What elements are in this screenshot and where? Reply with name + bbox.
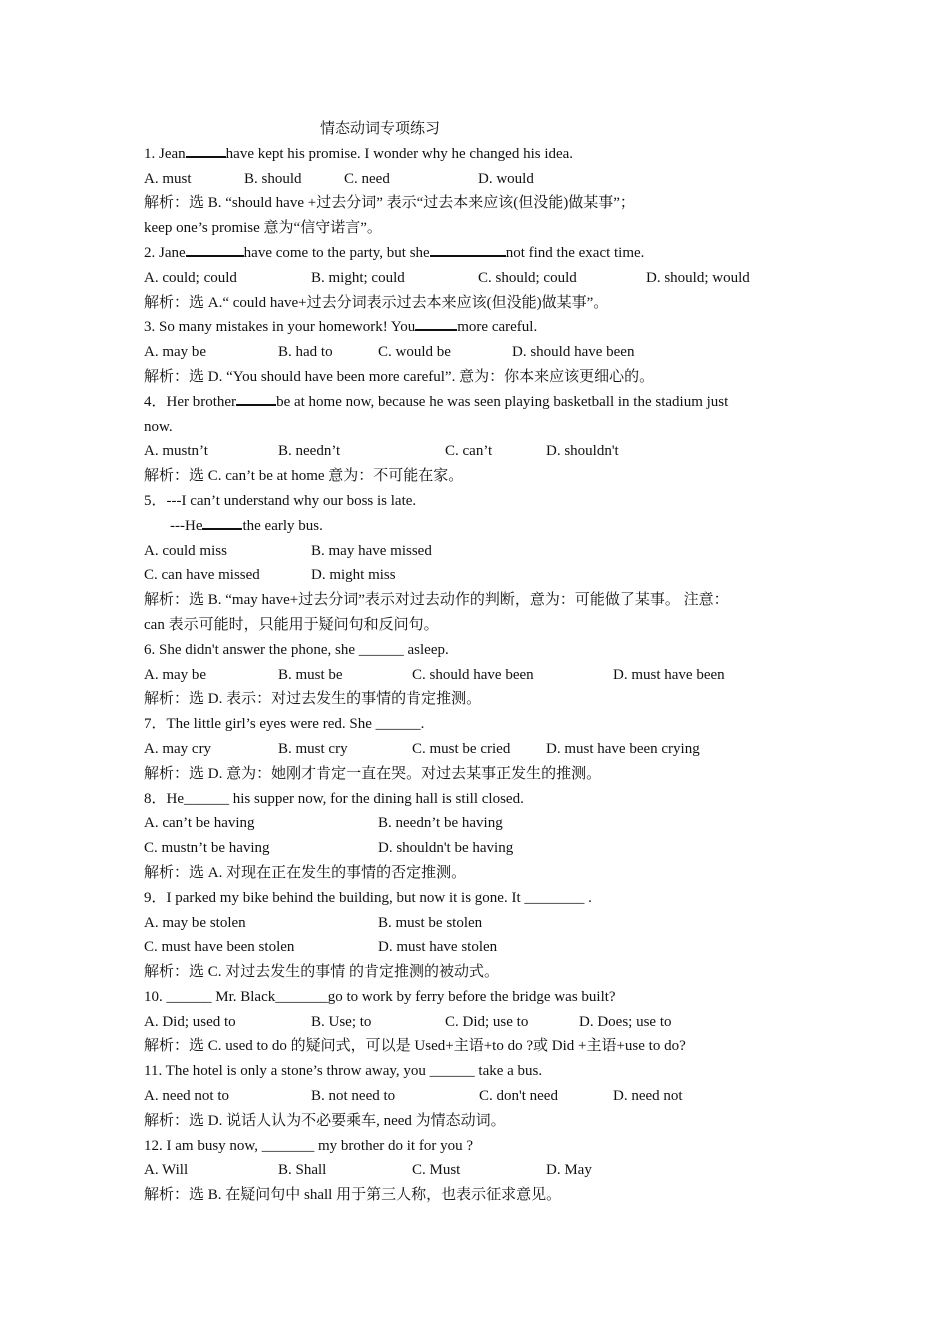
option-d: D. shouldn't: [546, 443, 619, 460]
option-c: C. can have missed: [144, 567, 260, 584]
option-d: D. need not: [613, 1088, 683, 1105]
option-d: D. would: [478, 170, 534, 187]
question-12-options: [144, 1158, 824, 1183]
question-5: 5．---I can’t understand why our boss is late.: [144, 492, 417, 509]
answer-blank: [186, 241, 244, 257]
option-c: C. can’t: [445, 443, 493, 460]
question-7: 7．The little girl’s eyes were red. She ______.: [144, 716, 425, 733]
question-1: 1. Jean have kept his promise. I wonder why he changed his idea.: [144, 142, 824, 167]
option-b: B. needn’t: [278, 443, 341, 460]
option-b: B. should: [244, 170, 302, 187]
option-a: A. could miss: [144, 542, 227, 559]
option-b: B. had to: [278, 344, 333, 361]
option-a: A. can’t be having: [144, 815, 255, 832]
option-d: D. shouldn't be having: [378, 840, 514, 857]
option-a: A. may be: [144, 666, 207, 683]
option-d: D. must have been: [613, 666, 725, 683]
question-12-explanation: 解析：选 B. 在疑问句中 shall 用于第三人称，也表示征求意见。: [144, 1187, 562, 1204]
question-8: 8．He______ his supper now, for the dining hall is still closed.: [144, 790, 524, 807]
question-9-explanation: 解析：选 C. 对过去发生的事情 的肯定推测的被动式。: [144, 964, 500, 981]
question-5-explanation: 解析：选 B. “may have+过去分词”表示对过去动作的判断，意为：可能做了某事。 注意：: [144, 592, 729, 609]
option-c: C. must have been stolen: [144, 939, 295, 956]
option-b: B. must be: [278, 666, 343, 683]
question-8-explanation: 解析：选 A. 对现在正在发生的事情的否定推测。: [144, 864, 467, 881]
option-b: B. might; could: [311, 269, 405, 286]
question-5-options-row1: [144, 539, 824, 564]
question-7-explanation: 解析：选 D. 意为：她刚才肯定一直在哭。对过去某事正发生的推测。: [144, 765, 602, 782]
question-11-options: [144, 1084, 824, 1109]
question-1-options: [144, 167, 824, 192]
option-a: A. may cry: [144, 740, 212, 757]
question-9-options-row1: [144, 911, 824, 936]
option-c: C. should; could: [478, 269, 577, 286]
document-page: [144, 117, 824, 1208]
option-c: C. Must: [412, 1162, 461, 1179]
question-4-cont: now.: [144, 418, 173, 435]
question-4: 4．Her brother be at home now, because he was seen playing basketball in the stadium just: [144, 390, 824, 415]
page-title: 情态动词专项练习: [320, 121, 441, 137]
question-10-explanation: 解析：选 C. used to do 的疑问式，可以是 Used+主语+to do ?或 Did +主语+use to do?: [144, 1038, 686, 1055]
option-c: C. need: [344, 170, 390, 187]
option-b: B. must be stolen: [378, 914, 483, 931]
question-8-options-row1: [144, 811, 824, 836]
answer-blank: [236, 390, 276, 406]
question-6-options: [144, 663, 824, 688]
question-3-explanation: 解析：选 D. “You should have been more careful”. 意为：你本来应该更细心的。: [144, 368, 655, 385]
option-a: A. Did; used to: [144, 1013, 236, 1030]
answer-blank: [415, 315, 457, 331]
question-12: 12. I am busy now, _______ my brother do it for you ?: [144, 1137, 473, 1154]
option-d: D. must have stolen: [378, 939, 498, 956]
option-b: B. not need to: [311, 1088, 396, 1105]
question-1-explanation: 解析：选 B. “should have +过去分词” 表示“过去本来应该(但没能)做某事”；: [144, 195, 635, 212]
question-4-explanation: 解析：选 C. can’t be at home 意为：不可能在家。: [144, 468, 464, 485]
question-9: 9．I parked my bike behind the building, but now it is gone. It ________ .: [144, 889, 592, 906]
option-a: A. need not to: [144, 1088, 229, 1105]
option-b: B. needn’t be having: [378, 815, 503, 832]
option-b: B. Shall: [278, 1162, 327, 1179]
option-c: C. should have been: [412, 666, 534, 683]
question-6: 6. She didn't answer the phone, she ______ asleep.: [144, 641, 449, 658]
option-a: A. Will: [144, 1162, 189, 1179]
question-2-explanation: 解析：选 A.“ could have+过去分词表示过去本来应该(但没能)做某事”。: [144, 294, 609, 311]
question-7-options: [144, 737, 824, 762]
option-d: D. May: [546, 1162, 592, 1179]
question-5-options-row2: [144, 563, 824, 588]
question-2: 2. Jane have come to the party, but she not find the exact time.: [144, 241, 824, 266]
answer-blank: [186, 142, 226, 158]
question-3-options: [144, 340, 824, 365]
question-10: 10. ______ Mr. Black_______go to work by ferry before the bridge was built?: [144, 988, 616, 1005]
option-c: C. must be cried: [412, 740, 511, 757]
option-b: B. may have missed: [311, 542, 432, 559]
option-c: C. Did; use to: [445, 1013, 529, 1030]
option-b: B. Use; to: [311, 1013, 372, 1030]
option-d: D. might miss: [311, 567, 396, 584]
option-a: A. may be stolen: [144, 914, 246, 931]
answer-blank: [202, 514, 242, 530]
option-d: D. should; would: [646, 269, 750, 286]
option-a: A. mustn’t: [144, 443, 208, 460]
option-c: C. mustn’t be having: [144, 840, 270, 857]
question-1-explanation-cont: keep one’s promise 意为“信守诺言”。: [144, 220, 382, 237]
answer-blank: [430, 241, 506, 257]
option-d: D. must have been crying: [546, 740, 700, 757]
question-10-options: [144, 1010, 824, 1035]
option-b: B. must cry: [278, 740, 348, 757]
question-11-explanation: 解析：选 D. 说话人认为不必要乘车, need 为情态动词。: [144, 1112, 506, 1129]
question-3: 3. So many mistakes in your homework! You more careful.: [144, 315, 824, 340]
option-c: C. would be: [378, 344, 451, 361]
question-8-options-row2: [144, 836, 824, 861]
option-a: A. could; could: [144, 269, 237, 286]
question-5-explanation-cont: can 表示可能时，只能用于疑问句和反问句。: [144, 616, 439, 633]
option-c: C. don't need: [479, 1088, 558, 1105]
question-6-explanation: 解析：选 D. 表示：对过去发生的事情的肯定推测。: [144, 691, 482, 708]
option-a: A. may be: [144, 344, 207, 361]
option-a: A. must: [144, 170, 192, 187]
question-5-reply: ---He the early bus.: [144, 514, 824, 539]
question-11: 11. The hotel is only a stone’s throw away, you ______ take a bus.: [144, 1063, 543, 1080]
question-4-options: [144, 439, 824, 464]
question-9-options-row2: [144, 935, 824, 960]
option-d: D. Does; use to: [579, 1013, 672, 1030]
question-2-options: [144, 266, 824, 291]
option-d: D. should have been: [512, 344, 635, 361]
